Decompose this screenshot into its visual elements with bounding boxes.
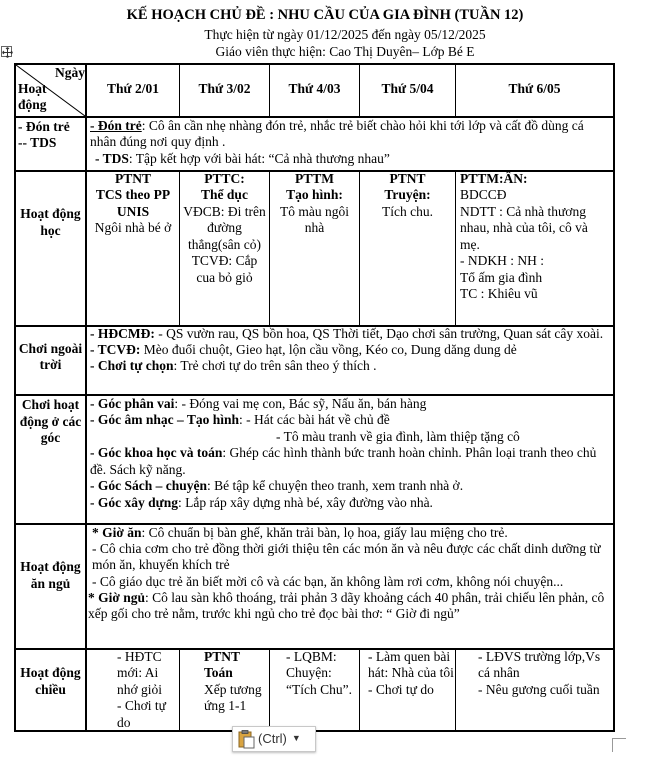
meal-l4-title: * Giờ ngủ [88,589,145,605]
learning-thu-body: Tích chu. [382,203,433,219]
day-header-mon: Thứ 2/01 [107,81,159,96]
chevron-down-icon: ▼ [291,733,301,744]
learning-thu-head: PTNT Truyện: [384,171,431,203]
table-move-handle-icon[interactable] [1,46,12,57]
corners-l4-title: - Góc Sách – chuyện [90,478,208,494]
learning-mon-body: Ngôi nhà bé ở [94,220,172,236]
day-header-tue: Thứ 3/02 [198,81,251,96]
corner-day-label: Ngày [55,65,85,80]
day-header-wed: Thứ 4/03 [288,81,341,96]
learning-thu [361,171,454,220]
afternoon-mon: - HĐTC mới: Ai nhớ giỏi - Chơi tự do [117,649,166,730]
header-date-range: Thực hiện từ ngày 01/12/2025 đến ngày 05/12/2025 [204,27,486,42]
learning-fri [460,171,610,303]
corners-l1-title: - Góc phân vai [90,396,175,411]
afternoon-tue [204,649,268,715]
corners-l2b-text: - Tô màu tranh về gia đình, làm thiệp tặng cô [276,428,520,444]
corners-l3-text: : Ghép các hình thành bức tranh hoàn chỉnh. Phân loại tranh theo chủ đề. Sách kỹ năng. [90,445,597,477]
learning-wed-body: Tô màu ngôi nhà [280,203,349,236]
meal-l2-text: - Cô chia cơm cho trẻ đồng thời giới thiệu tên các món ăn và nêu được các chất dinh dưỡng từ món ăn, khuyến khích trẻ [92,541,601,573]
outdoor-l3-title: - Chơi tự chọn [90,358,174,374]
afternoon-thu: - Làm quen bài hát: Nhà của tôi - Chơi tự do [368,649,454,697]
corners-l1-text: : - Đóng vai mẹ con, Bác sỹ, Nấu ăn, bán hàng [174,396,427,411]
meal-l1-text: : Cô chuẩn bị bàn ghế, khăn trải bàn, lọ hoa, giấy lau miệng cho trẻ. [141,525,508,540]
learning-wed [271,171,358,237]
corners-l4-text: : Bé tập kể chuyện theo tranh, xem tranh nhà ở. [207,478,464,494]
afternoon-tue-head: PTNT Toán [204,649,241,681]
paste-options-label: (Ctrl) [258,730,287,746]
meal-l3-text: - Cô giáo dục trẻ ăn biết mời cô và các bạn, ăn không làm rơi cơm, không nói chuyện... [92,573,564,589]
meal-l1-title: * Giờ ăn [92,525,142,540]
welcome-content [90,118,611,167]
corners-content [90,396,611,511]
outdoor-content [90,326,611,375]
outdoor-l3-text: : Trẻ chơi tự do trên sân theo ý thích . [173,358,377,374]
welcome-l2-text: : Tập kết hợp với bài hát: “Cả nhà thương nhau” [128,150,390,166]
learning-tue-head: PTTC: Thể dục [201,171,248,203]
learning-mon-head: PTNT TCS theo PP UNIS [95,171,171,219]
corners-l2-text: : - Hát các bài hát về chủ đề [239,412,390,428]
clipboard-icon [237,729,255,749]
header-teacher: Giáo viên thực hiện: Cao Thị Duyên– Lớp Bé E [215,44,475,59]
row-label-meal: Hoạt động ăn ngủ [20,559,81,591]
row-label-afternoon: Hoạt động chiều [20,665,81,697]
meal-l4-text: : Cô lau sàn khô thoáng, trải phản 3 dãy khoảng cách 40 phân, trải chiếu lên phản, cô xếp gối cho trẻ nằm, trước khi ngủ cho trẻ đọc bài thơ: “ Giờ đi ngủ” [88,589,605,621]
day-header-thu: Thứ 5/04 [381,81,434,96]
learning-fri-body: BDCCĐ NDTT : Cả nhà thương nhau, nhà của tôi, cô và mẹ. - NDKH : NH : Tổ ấm gia đình TC : Khiêu vũ [460,187,588,302]
learning-mon [88,171,178,237]
meal-content [88,525,612,622]
learning-tue [181,171,268,286]
outdoor-l1-text: - QS vườn rau, QS bồn hoa, QS Thời tiết, Dạo chơi sân trường, Quan sát cây xoài. [154,326,604,341]
outdoor-l2-text: Mèo đuổi chuột, Gieo hạt, lộn cầu vồng, Kéo co, Dung dăng dung dẻ [140,342,517,358]
corners-l5-title: - Góc xây dựng [90,494,178,510]
corner-activity-label: Hoạt động [18,81,47,112]
header-title: KẾ HOẠCH CHỦ ĐỀ : NHU CẦU CỦA GIA ĐÌNH (TUẦN 12) [126,7,524,23]
afternoon-fri: - LĐVS trường lớp,Vs cá nhân - Nêu gương cuối tuần [478,649,601,697]
learning-wed-head: PTTM Tạo hình: [286,171,343,203]
row-label-corners: Chơi hoạt động ở các góc [19,397,82,446]
welcome-l2-title: - TDS [95,150,129,166]
corners-l2-title: - Góc âm nhạc – Tạo hình [90,412,240,428]
row-label-learning: Hoạt động học [20,206,81,238]
afternoon-wed: - LQBM: Chuyện: “Tích Chu”. [286,649,352,697]
outdoor-l2-title: - TCVĐ: [90,342,141,358]
day-header-fri: Thứ 6/05 [508,81,561,96]
welcome-l1-title: - Đón trẻ [90,118,142,133]
corners-l5-text: : Lắp ráp xây dựng nhà bé, xây đường vào nhà. [177,494,433,510]
learning-tue-body: VĐCB: Đi trên đường thẳng(sân cỏ) TCVĐ: Cắp cua bỏ giỏ [183,203,266,285]
welcome-l1-text: : Cô ân cần nhẹ nhàng đón trẻ, nhắc trẻ biết chào hỏi khi tới lớp và cất đồ dùng cá nhân đúng nơi quy định . [90,118,584,150]
row-label-outdoor: Chơi ngoài trời [18,341,83,373]
outdoor-l1-title: - HĐCMĐ: [90,326,155,341]
row-label-welcome: - Đón trẻ -- TDS [18,119,70,151]
paste-options-button[interactable] [232,726,316,752]
afternoon-tue-body: Xếp tương ứng 1-1 [204,681,262,714]
corners-l3-title: - Góc khoa học và toán [90,445,223,461]
page-corner-marker [612,738,626,752]
learning-fri-head: PTTM:ÂN: [460,171,528,186]
